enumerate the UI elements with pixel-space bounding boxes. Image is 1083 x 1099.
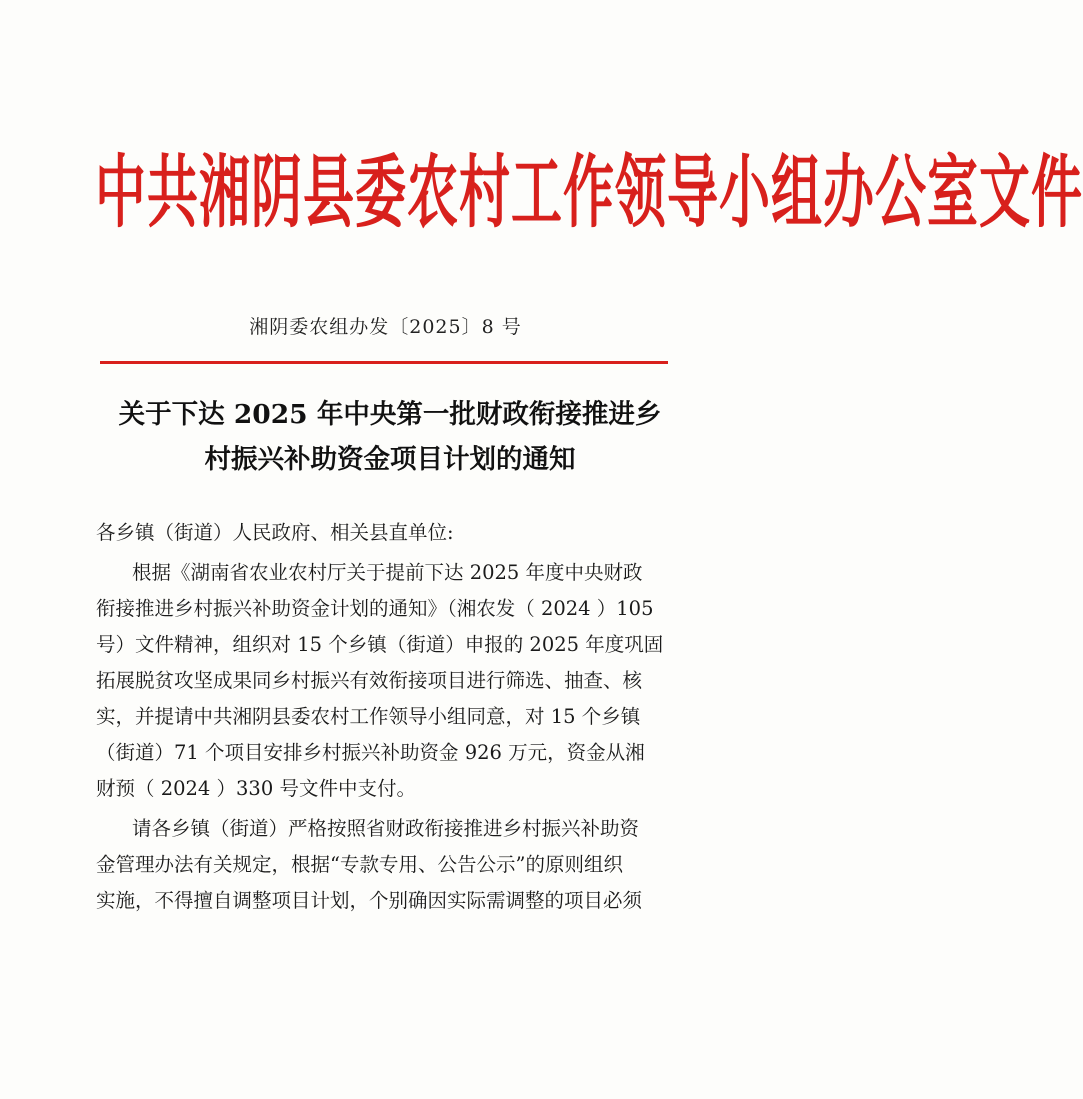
paragraph-line: （街道）71 个项目安排乡村振兴补助资金 926 万元，资金从湘 — [96, 741, 645, 764]
red-divider-line — [100, 361, 668, 364]
notice-title — [90, 392, 690, 482]
document-body — [96, 515, 696, 919]
paragraph-line: 根据《湖南省农业农村厅关于提前下达 2025 年度中央财政 — [132, 561, 643, 584]
salutation: 各乡镇（街道）人民政府、相关县直单位: — [96, 521, 454, 544]
notice-title-line: 村振兴补助资金项目计划的通知 — [204, 444, 576, 475]
paragraph-line: 财预（ 2024 ）330 号文件中支付。 — [96, 777, 416, 800]
paragraph-line: 实施，不得擅自调整项目计划，个别确因实际需调整的项目必须 — [96, 889, 643, 912]
paragraph-line: 号）文件精神，组织对 15 个乡镇（街道）申报的 2025 年度巩固 — [96, 633, 664, 656]
paragraph-line: 金管理办法有关规定，根据“专款专用、公告公示”的原则组织 — [96, 853, 623, 876]
paragraph-line: 实，并提请中共湘阴县委农村工作领导小组同意，对 15 个乡镇 — [96, 705, 641, 728]
masthead-title: 中共湘阴县委农村工作领导小组办公室文件 — [95, 146, 1083, 240]
paragraph-line: 请各乡镇（街道）严格按照省财政衔接推进乡村振兴补助资 — [132, 817, 640, 840]
notice-title-line: 关于下达 2025 年中央第一批财政衔接推进乡 — [118, 399, 662, 430]
document-number: 湘阴委农组办发〔2025〕8 号 — [249, 316, 522, 338]
paragraph-1 — [96, 555, 696, 807]
paragraph-line: 衔接推进乡村振兴补助资金计划的通知》（湘农发（ 2024 ）105 — [96, 597, 654, 620]
paragraph-line: 拓展脱贫攻坚成果同乡村振兴有效衔接项目进行筛选、抽查、核 — [96, 669, 643, 692]
paragraph-2 — [96, 811, 696, 919]
